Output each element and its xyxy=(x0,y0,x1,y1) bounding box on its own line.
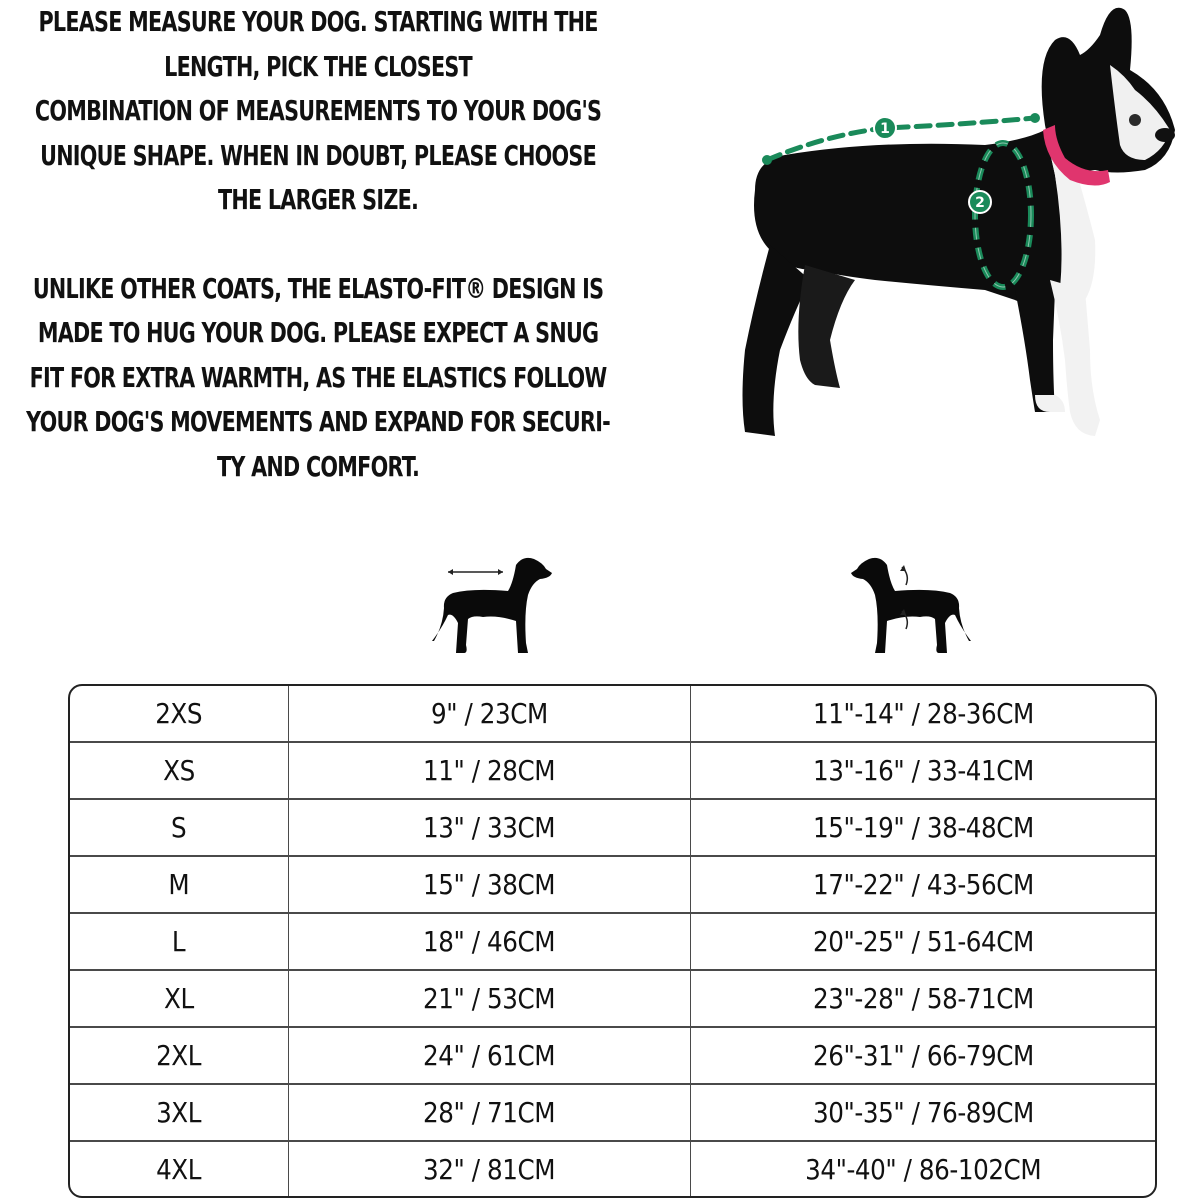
chest-cell: 11"-14" / 28-36CM xyxy=(812,697,1034,730)
size-cell: XL xyxy=(70,971,289,1026)
text-line: COMBINATION OF MEASUREMENTS TO YOUR DOG'S xyxy=(34,94,602,127)
chest-cell: 23"-28" / 58-71CM xyxy=(812,982,1034,1015)
table-row xyxy=(70,914,1155,971)
svg-text:2: 2 xyxy=(975,195,985,211)
length-cell: 28" / 71CM xyxy=(289,1085,691,1140)
text-line: UNLIKE OTHER COATS, THE ELASTO-FIT® DESIGN IS xyxy=(32,271,604,305)
size-cell: L xyxy=(70,914,289,969)
chest-cell: 34"-40" / 86-102CM xyxy=(804,1153,1042,1186)
length-cell: 13" / 33CM xyxy=(289,800,691,855)
text-line: TY AND COMFORT. xyxy=(217,449,420,483)
text-line: PLEASE MEASURE YOUR DOG. STARTING WITH THE xyxy=(38,5,598,38)
chest-cell: 13"-16" / 33-41CM xyxy=(812,754,1034,787)
length-cell: 15" / 38CM xyxy=(289,857,691,912)
table-row xyxy=(70,857,1155,914)
table-row xyxy=(70,800,1155,857)
chest-girth-dog-icon xyxy=(850,553,975,658)
chest-cell: 15"-19" / 38-48CM xyxy=(812,811,1034,844)
length-cell: 9" / 23CM xyxy=(289,686,691,741)
length-cell: 18" / 46CM xyxy=(289,914,691,969)
chest-cell: 20"-25" / 51-64CM xyxy=(812,925,1034,958)
size-cell: S xyxy=(70,800,289,855)
length-cell: 11" / 28CM xyxy=(289,743,691,798)
table-row xyxy=(70,743,1155,800)
svg-text:1: 1 xyxy=(880,121,890,137)
text-line: FIT FOR EXTRA WARMTH, AS THE ELASTICS FOLLOW xyxy=(29,360,607,394)
instructions-paragraph-fit xyxy=(18,267,618,490)
text-line: UNIQUE SHAPE. WHEN IN DOUBT, PLEASE CHOOSE xyxy=(40,138,597,172)
table-row xyxy=(70,1028,1155,1085)
text-line: MADE TO HUG YOUR DOG. PLEASE EXPECT A SNUG xyxy=(37,316,599,349)
size-cell: 4XL xyxy=(70,1142,289,1197)
table-row xyxy=(70,686,1155,743)
chest-cell: 26"-31" / 66-79CM xyxy=(812,1039,1034,1072)
size-cell: M xyxy=(70,857,289,912)
chest-cell: 30"-35" / 76-89CM xyxy=(812,1096,1034,1129)
size-cell: XS xyxy=(70,743,289,798)
table-row xyxy=(70,1142,1155,1197)
length-cell: 21" / 53CM xyxy=(289,971,691,1026)
length-cell: 32" / 81CM xyxy=(289,1142,691,1197)
back-length-dog-icon xyxy=(428,553,556,658)
text-line: LENGTH, PICK THE CLOSEST xyxy=(164,49,472,83)
text-line: THE LARGER SIZE. xyxy=(217,183,419,216)
table-row xyxy=(70,971,1155,1028)
chest-cell: 17"-22" / 43-56CM xyxy=(812,868,1034,901)
table-row xyxy=(70,1085,1155,1142)
size-cell: 2XL xyxy=(70,1028,289,1083)
text-line: YOUR DOG'S MOVEMENTS AND EXPAND FOR SECURI- xyxy=(26,405,611,438)
dog-measurement-photo xyxy=(725,0,1200,450)
instructions-paragraph-measure xyxy=(18,0,618,223)
size-cell: 2XS xyxy=(70,686,289,741)
sizing-instructions xyxy=(18,0,618,489)
length-cell: 24" / 61CM xyxy=(289,1028,691,1083)
size-cell: 3XL xyxy=(70,1085,289,1140)
size-chart-table xyxy=(68,684,1157,1198)
